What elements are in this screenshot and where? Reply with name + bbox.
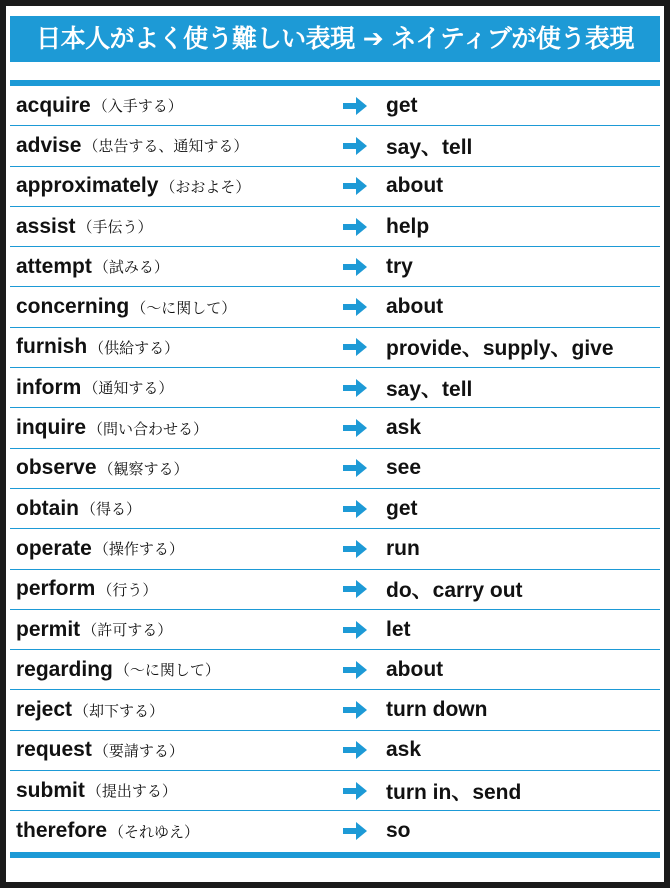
native-expression: say、tell (386, 377, 473, 401)
english-word: observe (16, 456, 97, 480)
english-word: operate (16, 536, 92, 560)
difficult-expression (16, 690, 164, 729)
english-word: attempt (16, 254, 92, 278)
table-row (10, 811, 660, 851)
english-word: request (16, 738, 92, 762)
native-expression: ask (386, 738, 422, 762)
table-row (10, 328, 660, 368)
native-expression: about (386, 174, 444, 198)
english-word: assist (16, 214, 76, 238)
difficult-expression (16, 328, 179, 367)
difficult-expression (16, 126, 248, 165)
table-row (10, 167, 660, 207)
english-word: regarding (16, 657, 113, 681)
native-expression: turn in、send (386, 780, 522, 804)
english-word: obtain (16, 496, 79, 520)
arrow-right-icon (342, 610, 368, 649)
arrow-right-icon (342, 811, 368, 851)
native-expression: say、tell (386, 135, 473, 159)
arrow-right-icon (342, 771, 368, 810)
vocabulary-card (6, 6, 664, 882)
difficult-expression (16, 529, 184, 568)
english-word: perform (16, 577, 96, 601)
table-title: 日本人がよく使う難しい表現 ➔ ネイティブが使う表現 (10, 16, 660, 62)
table-row (10, 287, 660, 327)
arrow-right-icon (342, 207, 368, 246)
table-row (10, 368, 660, 408)
arrow-right-icon (342, 489, 368, 528)
arrow-right-icon (342, 529, 368, 568)
difficult-expression (16, 489, 141, 528)
table-row (10, 86, 660, 126)
arrow-right-icon (342, 690, 368, 729)
japanese-meaning: （通知する） (83, 379, 174, 398)
native-expression: let (386, 617, 411, 641)
english-word: furnish (16, 335, 88, 359)
native-expression: turn down (386, 698, 488, 722)
native-expression: provide、supply、give (386, 337, 614, 361)
difficult-expression (16, 247, 169, 286)
english-word: inform (16, 375, 82, 399)
arrow-right-icon (342, 167, 368, 206)
arrow-right-icon (342, 328, 368, 367)
japanese-meaning: （得る） (81, 500, 142, 519)
japanese-meaning: （手伝う） (77, 218, 153, 237)
english-word: therefore (16, 819, 108, 843)
table-row (10, 610, 660, 650)
table-row (10, 690, 660, 730)
japanese-meaning: （行う） (97, 580, 158, 599)
native-expression: try (386, 254, 413, 278)
native-expression: about (386, 657, 444, 681)
difficult-expression (16, 287, 236, 326)
table-row (10, 771, 660, 811)
table-row (10, 731, 660, 771)
table-row (10, 570, 660, 610)
native-expression: get (386, 496, 418, 520)
native-expression: run (386, 536, 420, 560)
japanese-meaning: （〜に関して） (131, 298, 237, 317)
difficult-expression (16, 207, 153, 246)
japanese-meaning: （許可する） (82, 621, 173, 639)
native-expression: do、carry out (386, 579, 523, 603)
native-expression: ask (386, 416, 422, 440)
native-expression: see (386, 456, 422, 480)
table-row (10, 126, 660, 166)
arrow-right-icon (342, 287, 368, 326)
english-word: permit (16, 617, 81, 641)
difficult-expression (16, 650, 220, 689)
table-row (10, 247, 660, 287)
arrow-right-icon (342, 408, 368, 447)
difficult-expression (16, 811, 199, 851)
difficult-expression (16, 86, 183, 125)
native-expression: help (386, 214, 430, 238)
japanese-meaning: （忠告する、通知する） (83, 137, 249, 156)
table-row (10, 489, 660, 529)
japanese-meaning: （入手する） (92, 97, 183, 116)
native-expression: about (386, 295, 444, 319)
japanese-meaning: （却下する） (74, 701, 165, 720)
difficult-expression (16, 368, 173, 407)
table-row (10, 408, 660, 448)
table-row (10, 529, 660, 569)
arrow-right-icon (342, 126, 368, 165)
japanese-meaning: （問い合わせる） (88, 419, 209, 438)
difficult-expression (16, 570, 157, 609)
japanese-meaning: （供給する） (89, 338, 180, 357)
arrow-right-icon (342, 650, 368, 689)
japanese-meaning: （それゆえ） (109, 822, 200, 841)
expression-table (10, 80, 660, 858)
english-word: advise (16, 133, 82, 157)
japanese-meaning: （提出する） (86, 782, 177, 801)
japanese-meaning: （試みる） (93, 258, 169, 277)
english-word: concerning (16, 295, 130, 319)
arrow-right-icon (342, 86, 368, 125)
arrow-right-icon (342, 368, 368, 407)
native-expression: get (386, 93, 418, 117)
table-row (10, 207, 660, 247)
english-word: approximately (16, 174, 159, 198)
english-word: reject (16, 698, 73, 722)
difficult-expression (16, 771, 177, 810)
english-word: inquire (16, 416, 87, 440)
arrow-right-icon (342, 731, 368, 770)
table-row (10, 650, 660, 690)
english-word: submit (16, 778, 85, 802)
arrow-right-icon (342, 449, 368, 488)
arrow-right-icon (342, 247, 368, 286)
japanese-meaning: （〜に関して） (114, 661, 220, 680)
difficult-expression (16, 408, 208, 447)
difficult-expression (16, 449, 189, 488)
native-expression: so (386, 819, 411, 843)
english-word: acquire (16, 93, 91, 117)
japanese-meaning: （観察する） (98, 459, 189, 478)
difficult-expression (16, 731, 184, 770)
arrow-right-icon (342, 570, 368, 609)
japanese-meaning: （おおよそ） (160, 177, 251, 196)
japanese-meaning: （操作する） (93, 540, 184, 559)
difficult-expression (16, 167, 250, 206)
difficult-expression (16, 610, 172, 649)
japanese-meaning: （要請する） (93, 741, 184, 760)
table-row (10, 449, 660, 489)
